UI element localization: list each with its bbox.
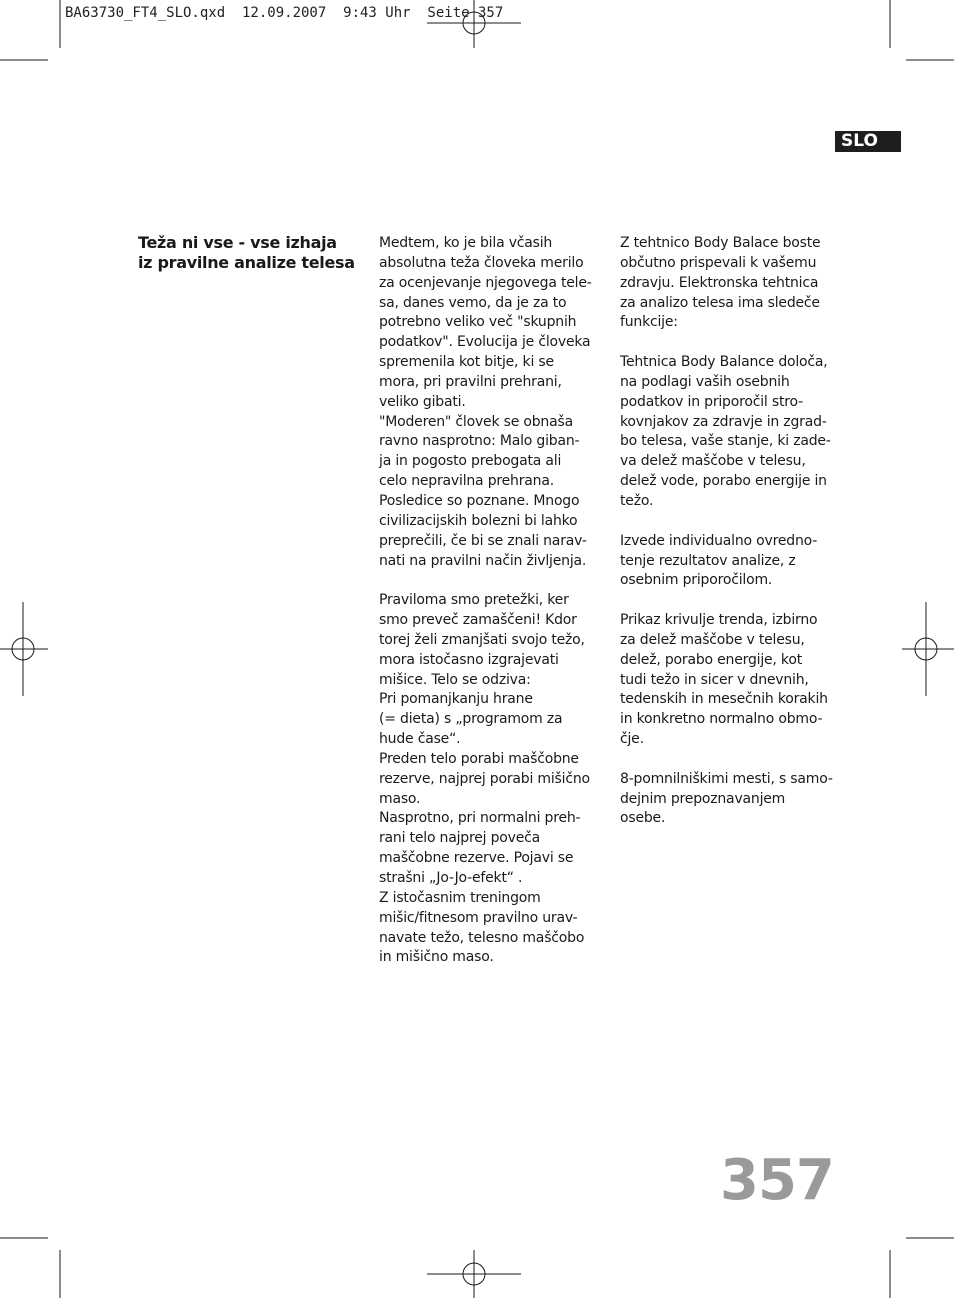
text-line: čje. <box>620 731 644 748</box>
paragraph-gap <box>620 333 852 353</box>
text-line: Nasprotno, pri normalni preh- <box>379 810 581 827</box>
language-badge: SLO <box>835 131 901 152</box>
text-line: navate težo, telesno maščobo <box>379 929 585 946</box>
text-line: Z istočasnim treningom <box>379 889 541 906</box>
text-line: mora istočasno izgrajevati <box>379 651 559 668</box>
text-line: (= dieta) s „programom za <box>379 711 563 728</box>
text-line: ravno nasprotno: Malo giban- <box>379 433 580 450</box>
text-line: preprečili, če bi se znali narav- <box>379 532 587 549</box>
text-line: delež vode, porabo energije in <box>620 473 827 490</box>
text-line: rani telo najprej poveča <box>379 830 541 847</box>
text-line: Tehtnica Body Balance določa, <box>620 354 828 371</box>
paragraph-gap <box>620 750 852 770</box>
text-line: osebnim priporočilom. <box>620 572 773 589</box>
text-line: va delež maščobe v telesu, <box>620 453 806 470</box>
registration-mark-left <box>0 602 48 696</box>
text-line: Prikaz krivulje trenda, izbirno <box>620 612 818 629</box>
text-line: Preden telo porabi maščobne <box>379 750 579 767</box>
text-line: rezerve, najprej porabi mišično <box>379 770 590 787</box>
print-slug-line: BA63730_FT4_SLO.qxd 12.09.2007 9:43 Uhr Seite 357 <box>65 5 504 21</box>
text-line: osebe. <box>620 810 666 827</box>
paragraph-gap <box>620 591 852 611</box>
text-line: tenje rezultatov analize, z <box>620 552 796 569</box>
text-line: Izvede individualno ovredno- <box>620 532 818 549</box>
text-line: Medtem, ko je bila včasih <box>379 235 553 251</box>
text-line: Praviloma smo pretežki, ker <box>379 592 569 609</box>
text-line: mišice. Telo se odziva: <box>379 671 531 688</box>
page-number: 357 <box>720 1148 834 1213</box>
text-line: sa, danes vemo, da je za to <box>379 294 567 311</box>
text-line: za delež maščobe v telesu, <box>620 631 805 648</box>
text-line: 8-pomnilniškimi mesti, s samo- <box>620 770 833 787</box>
text-line: spremenila kot bitje, ki se <box>379 354 554 371</box>
body-column-1 <box>379 234 611 968</box>
text-line: za ocenjevanje njegovega tele- <box>379 274 592 291</box>
text-line: absolutna teža človeka merilo <box>379 254 584 271</box>
text-line: podatkov in priporočil stro- <box>620 393 803 410</box>
text-line: kovnjakov za zdravje in zgrad- <box>620 413 827 430</box>
text-line: nati na pravilni način življenja. <box>379 552 587 569</box>
registration-mark-right <box>902 602 954 696</box>
text-line: občutno prispevali k vašemu <box>620 254 817 271</box>
body-column-2 <box>620 234 852 829</box>
paragraph-gap <box>379 571 611 591</box>
text-line: mišic/fitnesom pravilno urav- <box>379 909 578 926</box>
text-line: in konkretno normalno obmo- <box>620 711 823 728</box>
text-line: funkcije: <box>620 314 678 331</box>
heading-line: Teža ni vse - vse izhaja <box>138 233 337 252</box>
text-line: na podlagi vaših osebnih <box>620 373 790 390</box>
heading-line: iz pravilne analize telesa <box>138 253 355 272</box>
text-line: tedenskih in mesečnih korakih <box>620 691 828 708</box>
text-line: potrebno veliko več "skupnih <box>379 314 577 331</box>
paragraph-gap <box>620 512 852 532</box>
text-line: maso. <box>379 790 421 807</box>
text-line: torej želi zmanjšati svojo težo, <box>379 631 585 648</box>
text-line: mora, pri pravilni prehrani, <box>379 373 562 390</box>
registration-mark-top <box>427 0 521 48</box>
text-line: Z tehtnico Body Balace boste <box>620 235 821 251</box>
text-line: maščobne rezerve. Pojavi se <box>379 850 574 867</box>
text-line: hude čase“. <box>379 731 461 748</box>
text-line: in mišično maso. <box>379 949 494 966</box>
text-line: Posledice so poznane. Mnogo <box>379 492 580 509</box>
text-line: za analizo telesa ima sledeče <box>620 294 820 311</box>
text-line: celo nepravilna prehrana. <box>379 473 554 490</box>
text-line: delež, porabo energije, kot <box>620 651 802 668</box>
text-line: težo. <box>620 492 654 509</box>
text-line: tudi težo in sicer v dnevnih, <box>620 671 809 688</box>
text-line: smo preveč zamaščeni! Kdor <box>379 612 577 629</box>
text-line: ja in pogosto prebogata ali <box>379 453 562 470</box>
text-line: veliko gibati. <box>379 393 466 410</box>
text-line: Pri pomanjkanju hrane <box>379 691 533 708</box>
text-line: bo telesa, vaše stanje, ki zade- <box>620 433 831 450</box>
section-heading <box>138 233 363 273</box>
registration-mark-bottom <box>427 1250 521 1298</box>
text-line: dejnim prepoznavanjem <box>620 790 786 807</box>
text-line: strašni „Jo-Jo-efekt“ . <box>379 870 523 886</box>
text-line: zdravju. Elektronska tehtnica <box>620 274 819 291</box>
text-line: podatkov". Evolucija je človeka <box>379 334 591 351</box>
text-line: "Moderen" človek se obnaša <box>379 413 573 430</box>
text-line: civilizacijskih bolezni bi lahko <box>379 512 578 529</box>
